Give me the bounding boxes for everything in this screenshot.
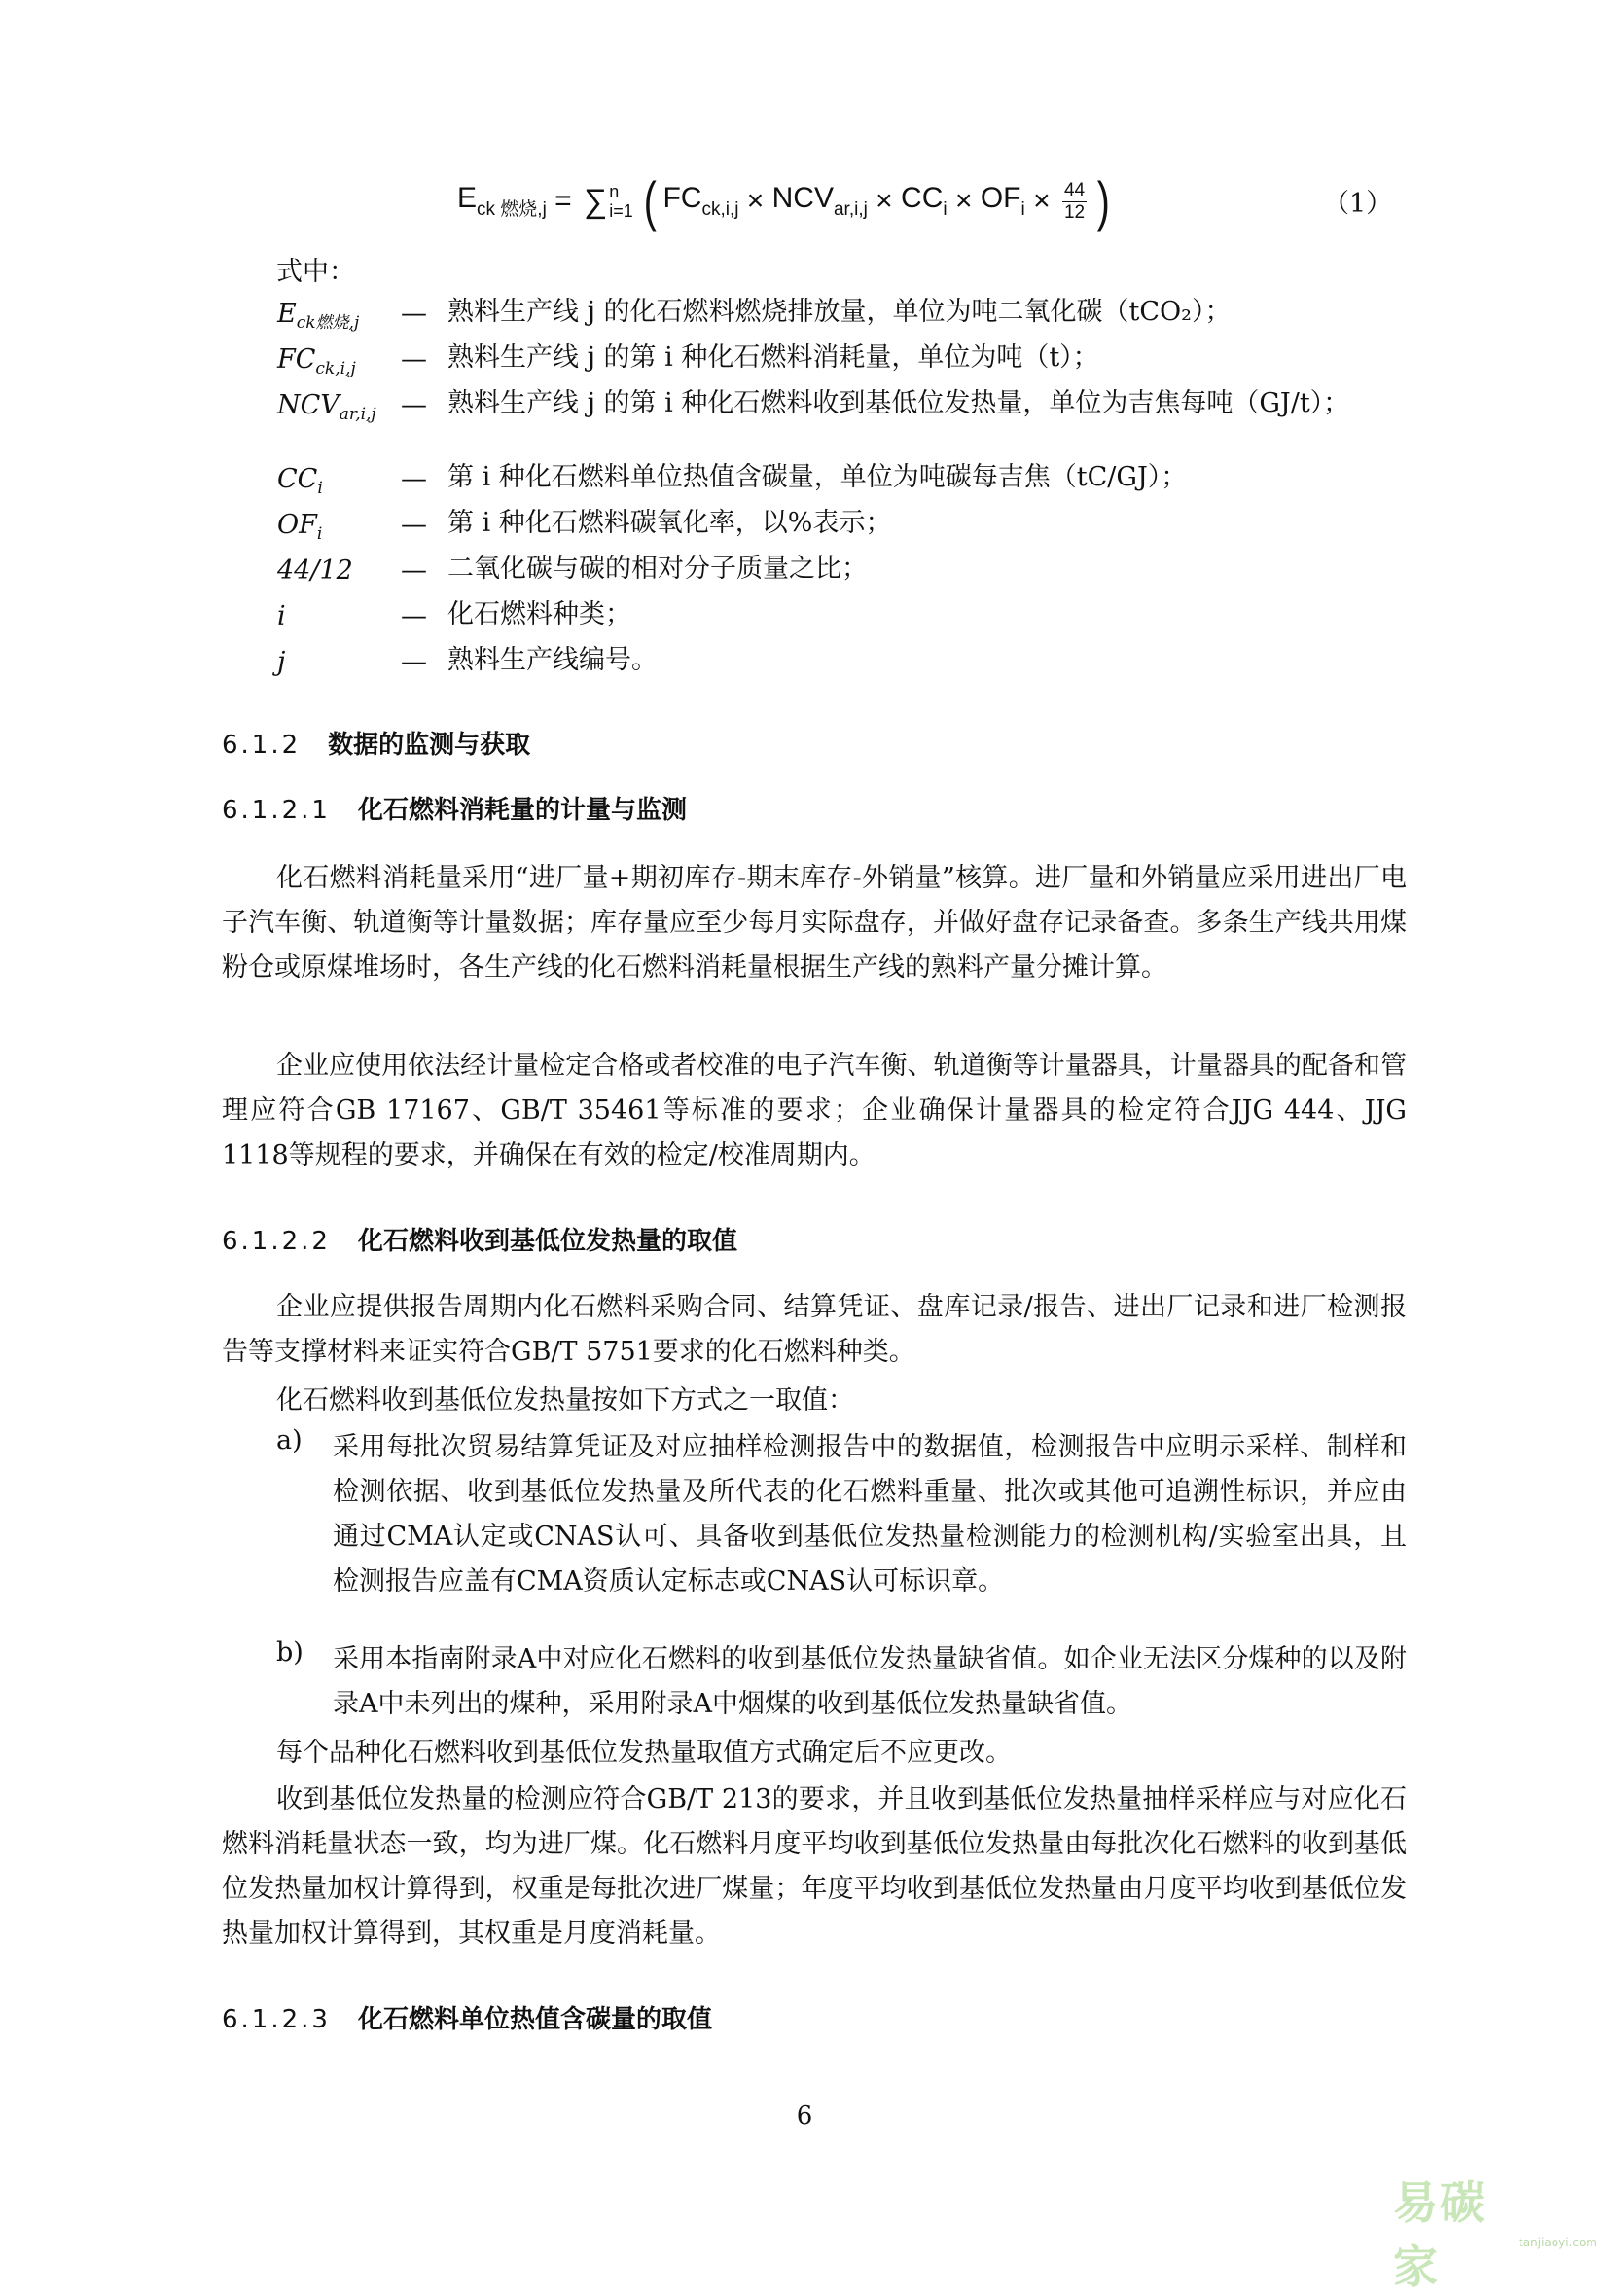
formula-lhs: $E_{ck 燃烧,j}$ [457, 182, 547, 220]
def-dash: — [401, 647, 427, 677]
heading-6-1-2-1 [222, 790, 687, 826]
sum-lower-limit: i=1 [609, 201, 633, 221]
def-symbol-cc: $CC_i$ [277, 464, 323, 498]
def-symbol-ncv: $NCV_{ar,i,j}$ [277, 390, 376, 424]
def-desc-i: 化石燃料种类； [447, 599, 631, 629]
formula-1 [457, 167, 1138, 235]
def-desc-ncv: 熟料生产线 j 的第 i 种化石燃料收到基低位发热量，单位为吉焦每吨（GJ/t）； [447, 388, 1350, 418]
where-label: 式中： [276, 257, 355, 287]
times-sign: × [1024, 185, 1058, 217]
list-item-a-label: a) [276, 1425, 303, 1455]
paragraph-no-change: 每个品种化石燃料收到基低位发热量取值方式确定后不应更改。 [276, 1738, 1012, 1768]
summation [584, 182, 633, 221]
times-sign: × [947, 185, 981, 217]
def-dash: — [401, 601, 427, 631]
heading-title: 化石燃料单位热值含碳量的取值 [357, 2005, 712, 2034]
watermark-domain: tanjiaoyi.com [1519, 2236, 1597, 2249]
def-symbol-ratio: 44/12 [277, 556, 353, 586]
def-dash: — [401, 390, 427, 420]
def-desc-e: 熟料生产线 j 的化石燃料燃烧排放量，单位为吨二氧化碳（tCO₂）； [447, 297, 1232, 327]
def-dash: — [401, 556, 427, 586]
sum-upper-limit: n [609, 182, 620, 201]
heading-number: 6.1.2.3 [222, 2005, 331, 2034]
term-of: $OF_i$ [980, 182, 1025, 220]
watermark-text: 易碳家 [1393, 2176, 1486, 2293]
def-desc-fc: 熟料生产线 j 的第 i 种化石燃料消耗量，单位为吨（t）； [447, 342, 1099, 373]
open-paren: ( [643, 170, 657, 232]
def-symbol-of: $OF_i$ [277, 510, 323, 544]
def-desc-ratio: 二氧化碳与碳的相对分子质量之比； [447, 554, 868, 584]
paragraph-value-methods-intro: 化石燃料收到基低位发热量按如下方式之一取值： [276, 1385, 854, 1416]
fraction-denominator: 12 [1063, 201, 1086, 223]
fraction-numerator: 44 [1063, 179, 1086, 200]
close-paren: ) [1096, 170, 1110, 232]
sum-symbol: ∑ [584, 182, 608, 220]
def-dash: — [401, 464, 427, 494]
fraction-44-12 [1062, 180, 1087, 224]
def-symbol-fc: $FC_{ck,i,j}$ [277, 344, 356, 378]
paragraph-testing-requirements: 收到基低位发热量的检测应符合GB/T 213的要求，并且收到基低位发热量抽样采样应与对应化石燃料消耗量状态一致，均为进厂煤。化石燃料月度平均收到基低位发热量由每批次化石燃料的收到基低位发热量加权计算得到，权重是每批次进厂煤量；年度平均收到基低位发热量由月度平均收到基低位发热量加权计算得到，其权重是月度消耗量。 [222, 1784, 1407, 1949]
heading-6-1-2-3 [222, 1999, 712, 2035]
def-dash: — [401, 344, 427, 375]
heading-title: 化石燃料收到基低位发热量的取值 [357, 1227, 737, 1256]
def-symbol-e: $E_{ck燃烧,j}$ [277, 299, 360, 333]
list-item-b: 采用本指南附录A中对应化石燃料的收到基低位发热量缺省值。如企业无法区分煤种的以及附录A中未列出的煤种，采用附录A中烟煤的收到基低位发热量缺省值。 [333, 1644, 1407, 1719]
heading-number: 6.1.2 [222, 731, 302, 760]
heading-6-1-2 [222, 725, 530, 761]
paragraph-supporting-materials: 企业应提供报告周期内化石燃料采购合同、结算凭证、盘库记录/报告、进出厂记录和进厂检测报告等支撑材料来证实符合GB/T 5751要求的化石燃料种类。 [222, 1292, 1407, 1367]
heading-number: 6.1.2.1 [222, 796, 331, 825]
times-sign: × [867, 185, 902, 217]
paragraph-consumption-method: 化石燃料消耗量采用“进厂量+期初库存-期末库存-外销量”核算。进厂量和外销量应采用进出厂电子汽车衡、轨道衡等计量数据；库存量应至少每月实际盘存，并做好盘存记录备查。多条生产线共用煤粉仓或原煤堆场时，各生产线的化石燃料消耗量根据生产线的熟料产量分摊计算。 [222, 863, 1407, 983]
def-desc-cc: 第 i 种化石燃料单位热值含碳量，单位为吨碳每吉焦（tC/GJ）； [447, 462, 1188, 492]
term-fc: $FC_{ck,i,j}$ [662, 182, 739, 220]
heading-title: 数据的监测与获取 [328, 731, 531, 760]
def-desc-of: 第 i 种化石燃料碳氧化率，以%表示； [447, 508, 892, 538]
list-item-b-label: b) [276, 1637, 304, 1668]
times-sign: × [738, 185, 772, 217]
def-symbol-i: i [277, 601, 286, 631]
def-desc-j: 熟料生产线编号。 [447, 645, 658, 675]
def-symbol-j: j [277, 647, 286, 677]
equation-number: （1） [1323, 189, 1393, 219]
formula-equals: = [546, 185, 580, 217]
def-dash: — [401, 299, 427, 329]
paragraph-measuring-instruments: 企业应使用依法经计量检定合格或者校准的电子汽车衡、轨道衡等计量器具，计量器具的配备和管理应符合GB 17167、GB/T 35461等标准的要求；企业确保计量器具的检定符合JJG 444、JJG 1118等规程的要求，并确保在有效的检定/校准周期内。 [222, 1051, 1407, 1170]
def-dash: — [401, 510, 427, 540]
watermark-logo [1393, 2176, 1597, 2293]
term-ncv: $NCV_{ar,i,j}$ [771, 182, 868, 220]
heading-title: 化石燃料消耗量的计量与监测 [357, 796, 687, 825]
heading-6-1-2-2 [222, 1221, 737, 1257]
list-item-a: 采用每批次贸易结算凭证及对应抽样检测报告中的数据值，检测报告中应明示采样、制样和检测依据、收到基低位发热量及所代表的化石燃料重量、批次或其他可追溯性标识，并应由通过CMA认定或CNAS认可、具备收到基低位发热量检测能力的检测机构/实验室出具，且检测报告应盖有CMA资质认定标志或CNAS认可标识章。 [333, 1432, 1407, 1596]
page-number: 6 [796, 2101, 813, 2131]
term-cc: $CC_i$ [901, 182, 948, 220]
heading-number: 6.1.2.2 [222, 1227, 331, 1256]
